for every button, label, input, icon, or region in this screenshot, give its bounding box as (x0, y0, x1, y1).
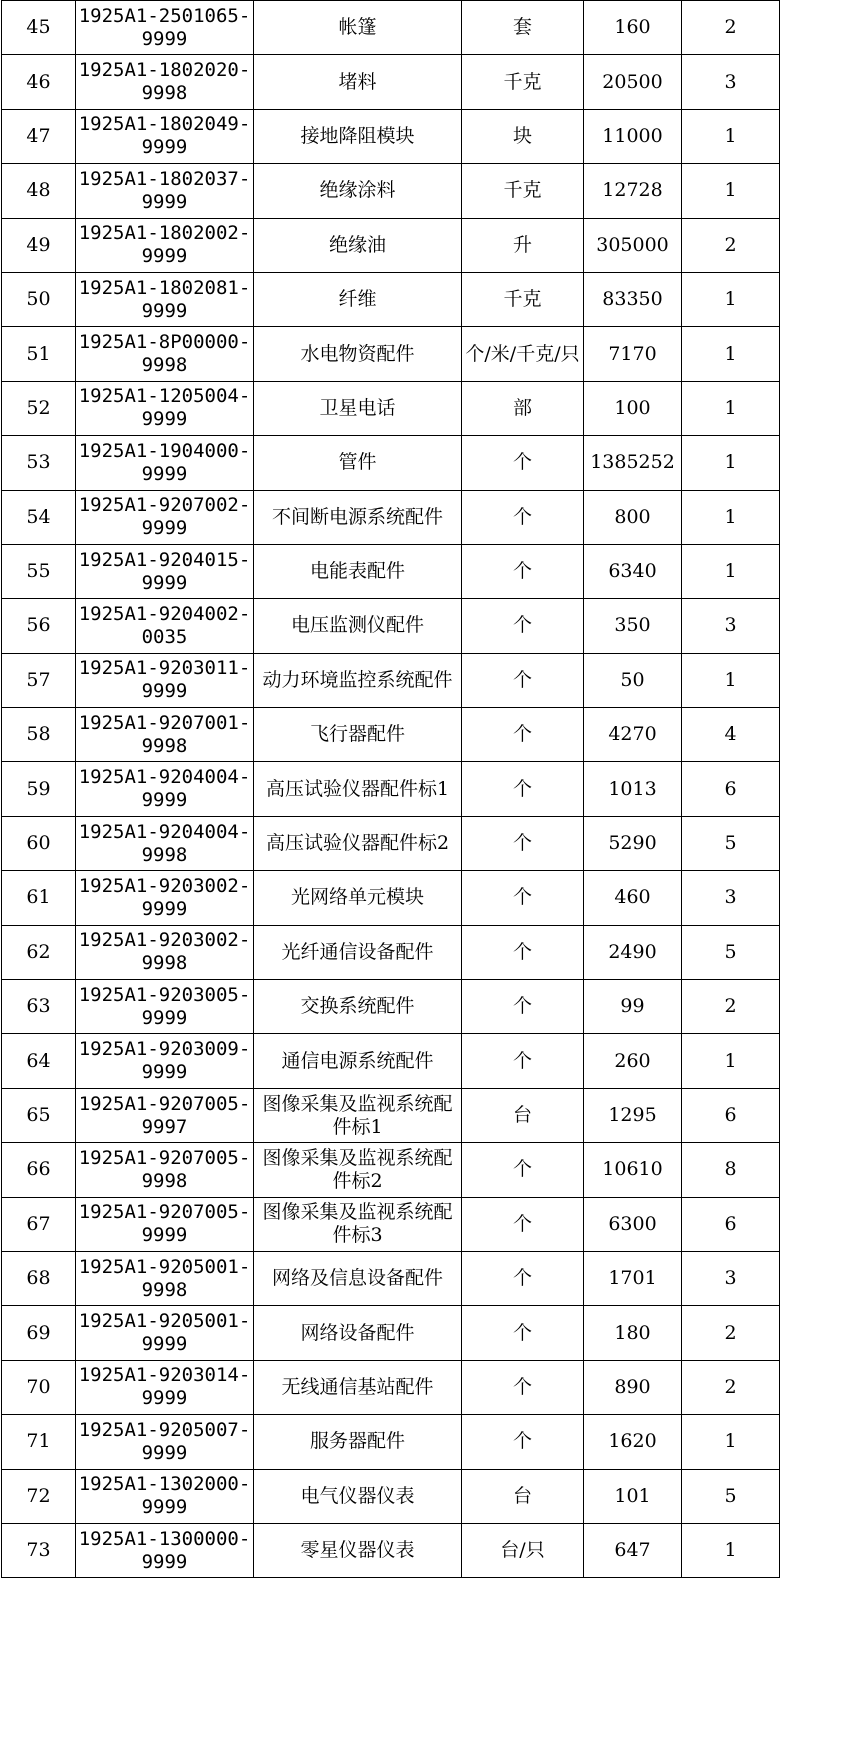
cell-item-code: 1925A1-1300000-9999 (76, 1523, 254, 1577)
cell-unit: 个 (462, 1197, 584, 1251)
cell-item-name: 图像采集及监视系统配件标3 (254, 1197, 462, 1251)
table-row (2, 980, 780, 1034)
cell-unit: 个 (462, 762, 584, 816)
cell-item-code: 1925A1-2501065-9999 (76, 1, 254, 55)
cell-package: 1 (682, 1415, 780, 1469)
cell-item-code: 1925A1-1904000-9999 (76, 436, 254, 490)
cell-row-number: 63 (2, 980, 76, 1034)
cell-item-name: 零星仪器仪表 (254, 1523, 462, 1577)
cell-row-number: 51 (2, 327, 76, 381)
cell-row-number: 73 (2, 1523, 76, 1577)
cell-quantity: 2490 (584, 925, 682, 979)
table-row (2, 816, 780, 870)
cell-unit: 个/米/千克/只 (462, 327, 584, 381)
cell-package: 3 (682, 599, 780, 653)
cell-quantity: 50 (584, 653, 682, 707)
cell-item-code: 1925A1-9205001-9998 (76, 1251, 254, 1305)
table-row (2, 1360, 780, 1414)
cell-unit: 个 (462, 653, 584, 707)
cell-row-number: 68 (2, 1251, 76, 1305)
cell-item-name: 网络设备配件 (254, 1306, 462, 1360)
cell-quantity: 99 (584, 980, 682, 1034)
cell-package: 5 (682, 816, 780, 870)
cell-unit: 千克 (462, 164, 584, 218)
cell-item-code: 1925A1-9205001-9999 (76, 1306, 254, 1360)
cell-quantity: 305000 (584, 218, 682, 272)
cell-item-name: 管件 (254, 436, 462, 490)
cell-package: 2 (682, 980, 780, 1034)
cell-row-number: 62 (2, 925, 76, 979)
cell-unit: 个 (462, 599, 584, 653)
cell-package: 1 (682, 109, 780, 163)
cell-row-number: 46 (2, 55, 76, 109)
cell-unit: 个 (462, 544, 584, 598)
cell-item-code: 1925A1-1802037-9999 (76, 164, 254, 218)
cell-item-name: 不间断电源系统配件 (254, 490, 462, 544)
cell-row-number: 59 (2, 762, 76, 816)
cell-row-number: 49 (2, 218, 76, 272)
cell-row-number: 72 (2, 1469, 76, 1523)
cell-quantity: 5290 (584, 816, 682, 870)
cell-quantity: 800 (584, 490, 682, 544)
cell-package: 1 (682, 490, 780, 544)
cell-item-code: 1925A1-1802081-9999 (76, 272, 254, 326)
cell-item-code: 1925A1-9203002-9999 (76, 871, 254, 925)
cell-row-number: 58 (2, 708, 76, 762)
cell-row-number: 50 (2, 272, 76, 326)
cell-quantity: 1295 (584, 1088, 682, 1142)
cell-item-code: 1925A1-9207002-9999 (76, 490, 254, 544)
cell-item-code: 1925A1-8P00000-9998 (76, 327, 254, 381)
table-row (2, 1, 780, 55)
cell-item-code: 1925A1-1802002-9999 (76, 218, 254, 272)
table-row (2, 925, 780, 979)
cell-package: 4 (682, 708, 780, 762)
cell-unit: 个 (462, 871, 584, 925)
cell-unit: 个 (462, 816, 584, 870)
cell-quantity: 20500 (584, 55, 682, 109)
cell-item-name: 服务器配件 (254, 1415, 462, 1469)
cell-row-number: 65 (2, 1088, 76, 1142)
table-row (2, 544, 780, 598)
cell-package: 2 (682, 1, 780, 55)
cell-item-code: 1925A1-1302000-9999 (76, 1469, 254, 1523)
cell-package: 5 (682, 925, 780, 979)
cell-row-number: 54 (2, 490, 76, 544)
cell-unit: 升 (462, 218, 584, 272)
table-row (2, 1306, 780, 1360)
cell-item-code: 1925A1-1205004-9999 (76, 381, 254, 435)
table-row (2, 1415, 780, 1469)
cell-unit: 个 (462, 1143, 584, 1197)
cell-item-name: 飞行器配件 (254, 708, 462, 762)
cell-package: 2 (682, 1306, 780, 1360)
cell-unit: 部 (462, 381, 584, 435)
table-row (2, 871, 780, 925)
cell-package: 1 (682, 544, 780, 598)
cell-item-name: 电能表配件 (254, 544, 462, 598)
cell-item-name: 交换系统配件 (254, 980, 462, 1034)
cell-quantity: 1013 (584, 762, 682, 816)
cell-item-name: 接地降阻模块 (254, 109, 462, 163)
cell-quantity: 4270 (584, 708, 682, 762)
cell-quantity: 12728 (584, 164, 682, 218)
cell-item-code: 1925A1-9203002-9998 (76, 925, 254, 979)
cell-row-number: 64 (2, 1034, 76, 1088)
cell-item-code: 1925A1-9204004-9998 (76, 816, 254, 870)
cell-quantity: 6300 (584, 1197, 682, 1251)
cell-quantity: 10610 (584, 1143, 682, 1197)
cell-item-name: 动力环境监控系统配件 (254, 653, 462, 707)
table-row (2, 1523, 780, 1577)
cell-quantity: 1701 (584, 1251, 682, 1305)
table-row (2, 272, 780, 326)
table-row (2, 708, 780, 762)
cell-item-code: 1925A1-9203014-9999 (76, 1360, 254, 1414)
cell-row-number: 69 (2, 1306, 76, 1360)
cell-quantity: 1385252 (584, 436, 682, 490)
cell-package: 6 (682, 762, 780, 816)
cell-package: 5 (682, 1469, 780, 1523)
cell-item-code: 1925A1-9207001-9998 (76, 708, 254, 762)
cell-quantity: 100 (584, 381, 682, 435)
table-row (2, 1088, 780, 1142)
cell-quantity: 6340 (584, 544, 682, 598)
cell-item-name: 帐篷 (254, 1, 462, 55)
cell-unit: 个 (462, 1034, 584, 1088)
cell-unit: 个 (462, 708, 584, 762)
cell-row-number: 48 (2, 164, 76, 218)
cell-item-name: 无线通信基站配件 (254, 1360, 462, 1414)
cell-item-code: 1925A1-9207005-9999 (76, 1197, 254, 1251)
cell-unit: 个 (462, 1251, 584, 1305)
cell-quantity: 11000 (584, 109, 682, 163)
table-row (2, 381, 780, 435)
cell-item-name: 电压监测仪配件 (254, 599, 462, 653)
cell-item-name: 水电物资配件 (254, 327, 462, 381)
cell-item-code: 1925A1-9207005-9998 (76, 1143, 254, 1197)
cell-package: 8 (682, 1143, 780, 1197)
table-row (2, 1251, 780, 1305)
table-row (2, 1197, 780, 1251)
cell-quantity: 1620 (584, 1415, 682, 1469)
table-row (2, 218, 780, 272)
cell-row-number: 70 (2, 1360, 76, 1414)
cell-item-name: 高压试验仪器配件标1 (254, 762, 462, 816)
cell-item-code: 1925A1-9207005-9997 (76, 1088, 254, 1142)
materials-table-body (2, 1, 780, 1578)
cell-row-number: 67 (2, 1197, 76, 1251)
cell-item-code: 1925A1-9203011-9999 (76, 653, 254, 707)
cell-unit: 台/只 (462, 1523, 584, 1577)
cell-quantity: 180 (584, 1306, 682, 1360)
cell-quantity: 260 (584, 1034, 682, 1088)
cell-unit: 千克 (462, 272, 584, 326)
cell-package: 1 (682, 381, 780, 435)
cell-quantity: 83350 (584, 272, 682, 326)
table-row (2, 1143, 780, 1197)
table-row (2, 1469, 780, 1523)
cell-item-name: 光网络单元模块 (254, 871, 462, 925)
cell-unit: 套 (462, 1, 584, 55)
table-row (2, 55, 780, 109)
cell-row-number: 55 (2, 544, 76, 598)
table-row (2, 599, 780, 653)
cell-row-number: 71 (2, 1415, 76, 1469)
cell-item-name: 电气仪器仪表 (254, 1469, 462, 1523)
cell-item-name: 高压试验仪器配件标2 (254, 816, 462, 870)
table-row (2, 762, 780, 816)
materials-table (1, 0, 780, 1578)
cell-quantity: 101 (584, 1469, 682, 1523)
cell-row-number: 56 (2, 599, 76, 653)
table-row (2, 490, 780, 544)
cell-item-code: 1925A1-9204002-0035 (76, 599, 254, 653)
cell-item-name: 图像采集及监视系统配件标1 (254, 1088, 462, 1142)
cell-package: 3 (682, 1251, 780, 1305)
cell-item-code: 1925A1-1802020-9998 (76, 55, 254, 109)
cell-item-name: 网络及信息设备配件 (254, 1251, 462, 1305)
cell-unit: 个 (462, 980, 584, 1034)
table-row (2, 164, 780, 218)
cell-row-number: 53 (2, 436, 76, 490)
cell-quantity: 460 (584, 871, 682, 925)
table-row (2, 327, 780, 381)
cell-item-code: 1925A1-9203005-9999 (76, 980, 254, 1034)
cell-package: 1 (682, 1034, 780, 1088)
cell-unit: 个 (462, 436, 584, 490)
cell-package: 1 (682, 164, 780, 218)
cell-unit: 个 (462, 490, 584, 544)
cell-unit: 个 (462, 1360, 584, 1414)
cell-package: 6 (682, 1088, 780, 1142)
cell-quantity: 890 (584, 1360, 682, 1414)
cell-unit: 台 (462, 1088, 584, 1142)
cell-quantity: 647 (584, 1523, 682, 1577)
cell-item-name: 通信电源系统配件 (254, 1034, 462, 1088)
cell-item-name: 光纤通信设备配件 (254, 925, 462, 979)
cell-row-number: 57 (2, 653, 76, 707)
cell-unit: 千克 (462, 55, 584, 109)
cell-package: 6 (682, 1197, 780, 1251)
cell-row-number: 47 (2, 109, 76, 163)
table-row (2, 653, 780, 707)
cell-item-code: 1925A1-9203009-9999 (76, 1034, 254, 1088)
cell-unit: 个 (462, 1415, 584, 1469)
cell-item-code: 1925A1-9205007-9999 (76, 1415, 254, 1469)
table-row (2, 109, 780, 163)
cell-package: 2 (682, 218, 780, 272)
cell-item-code: 1925A1-9204004-9999 (76, 762, 254, 816)
cell-row-number: 60 (2, 816, 76, 870)
cell-package: 2 (682, 1360, 780, 1414)
table-row (2, 1034, 780, 1088)
cell-item-name: 绝缘油 (254, 218, 462, 272)
cell-package: 1 (682, 436, 780, 490)
cell-quantity: 350 (584, 599, 682, 653)
cell-quantity: 7170 (584, 327, 682, 381)
cell-row-number: 52 (2, 381, 76, 435)
cell-package: 3 (682, 55, 780, 109)
cell-package: 1 (682, 653, 780, 707)
cell-unit: 个 (462, 925, 584, 979)
cell-quantity: 160 (584, 1, 682, 55)
cell-item-code: 1925A1-9204015-9999 (76, 544, 254, 598)
cell-item-code: 1925A1-1802049-9999 (76, 109, 254, 163)
cell-item-name: 卫星电话 (254, 381, 462, 435)
cell-row-number: 45 (2, 1, 76, 55)
cell-row-number: 66 (2, 1143, 76, 1197)
cell-package: 1 (682, 1523, 780, 1577)
cell-package: 1 (682, 327, 780, 381)
cell-item-name: 图像采集及监视系统配件标2 (254, 1143, 462, 1197)
cell-item-name: 堵料 (254, 55, 462, 109)
cell-item-name: 绝缘涂料 (254, 164, 462, 218)
cell-package: 3 (682, 871, 780, 925)
cell-item-name: 纤维 (254, 272, 462, 326)
cell-row-number: 61 (2, 871, 76, 925)
cell-package: 1 (682, 272, 780, 326)
cell-unit: 台 (462, 1469, 584, 1523)
cell-unit: 块 (462, 109, 584, 163)
table-row (2, 436, 780, 490)
cell-unit: 个 (462, 1306, 584, 1360)
